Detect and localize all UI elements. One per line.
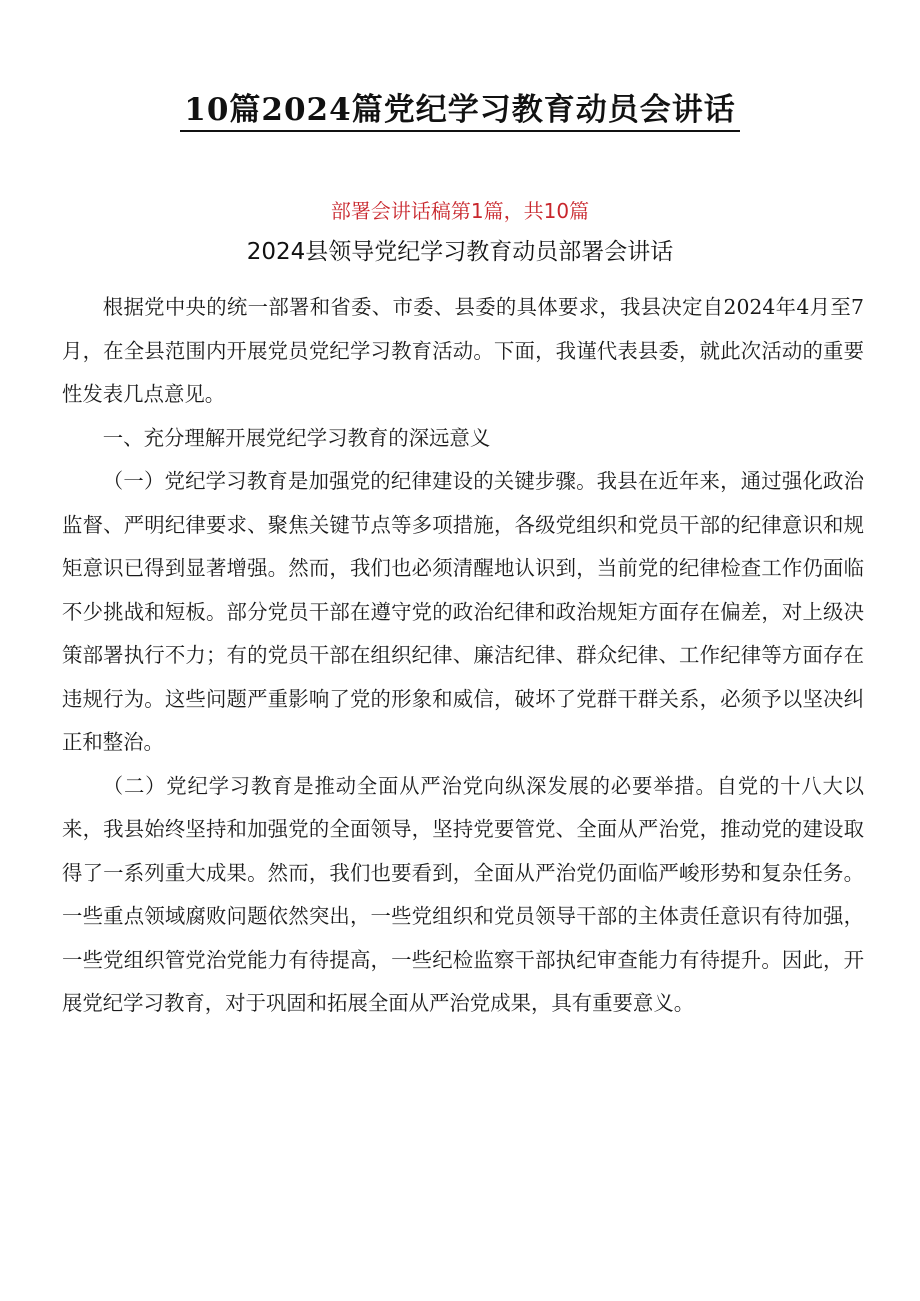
paragraph-point-1: （一）党纪学习教育是加强党的纪律建设的关键步骤。我县在近年来，通过强化政治监督、严明纪律要求、聚焦关键节点等多项措施，各级党组织和党员干部的纪律意识和规矩意识已得到显著增强。然而，我们也必须清醒地认识到，当前党的纪律检查工作仍面临不少挑战和短板。部分党员干部在遵守党的政治纪律和政治规矩方面存在偏差，对上级决策部署执行不力；有的党员干部在组织纪律、廉洁纪律、群众纪律、工作纪律等方面存在违规行为。这些问题严重影响了党的形象和威信，破坏了党群干群关系，必须予以坚决纠正和整治。 [62, 469, 864, 754]
speech-title: 2024县领导党纪学习教育动员部署会讲话 [246, 239, 674, 265]
section-heading: 一、充分理解开展党纪学习教育的深远意义 [102, 425, 491, 450]
body-text [62, 286, 864, 1026]
main-title [0, 86, 920, 134]
paragraph-intro: 根据党中央的统一部署和省委、市委、县委的具体要求，我县决定自2024年4月至7月，在全县范围内开展党员党纪学习教育活动。下面，我谨代表县委，就此次活动的重要性发表几点意见。 [62, 295, 864, 406]
paragraph-point-2: （二）党纪学习教育是推动全面从严治党向纵深发展的必要举措。自党的十八大以来，我县始终坚持和加强党的全面领导，坚持党要管党、全面从严治党，推动党的建设取得了一系列重大成果。然而，我们也要看到，全面从严治党仍面临严峻形势和复杂任务。一些重点领域腐败问题依然突出，一些党组织和党员领导干部的主体责任意识有待加强，一些党组织管党治党能力有待提高，一些纪检监察干部执纪审查能力有待提升。因此，开展党纪学习教育，对于巩固和拓展全面从严治党成果，具有重要意义。 [62, 773, 864, 1015]
subtitle: 部署会讲话稿第1篇，共10篇 [330, 199, 590, 223]
main-title-text: 10篇2024篇党纪学习教育动员会讲话 [180, 90, 739, 132]
